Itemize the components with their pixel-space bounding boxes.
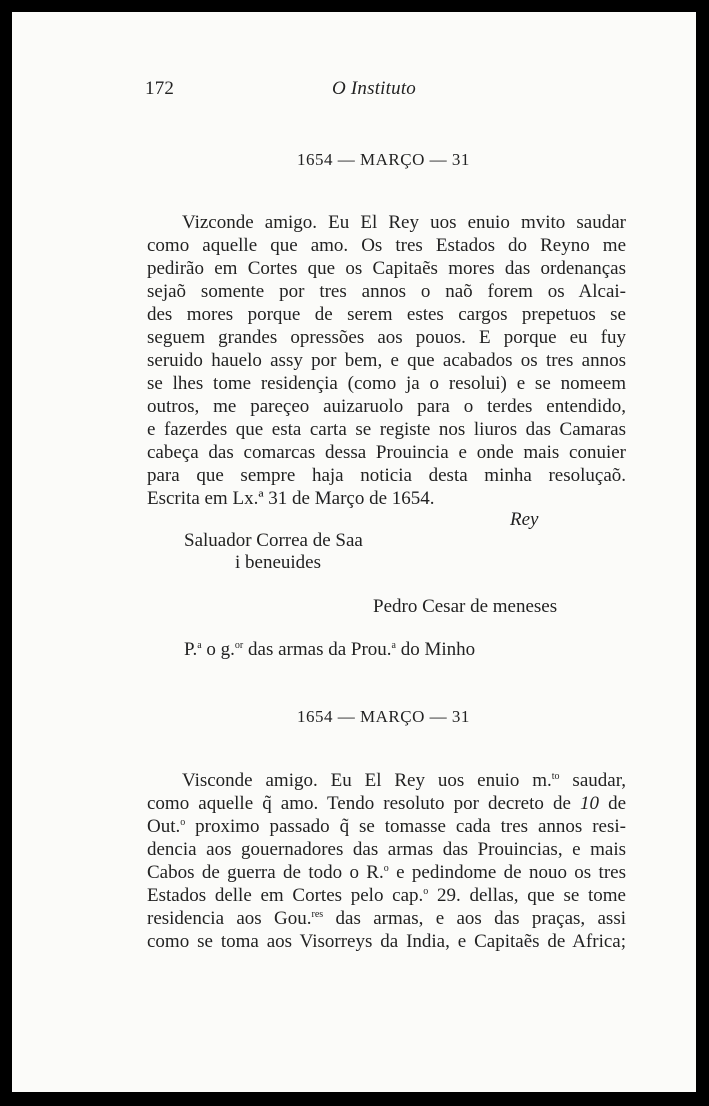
address-sup: or: [234, 640, 244, 651]
text-run: Cabos de guerra de todo o R.: [147, 862, 384, 883]
address-sup: a: [391, 640, 396, 651]
letter1-counter-signature: Pedro Cesar de meneses: [373, 596, 558, 617]
text-run: 29. dellas, que se tome: [428, 885, 626, 906]
running-title: O Instituto: [332, 78, 417, 99]
page-number: 172: [145, 78, 175, 99]
letter1-line: e fazerdes que esta carta se registe nos liuros das Camaras: [147, 419, 626, 440]
text-run: Visconde amigo. Eu El Rey uos enuio m.: [182, 770, 552, 791]
letter1-line: pedirão em Cortes que os Capitaẽs mores das ordenanças: [147, 258, 626, 279]
letter1-secretary-name: Saluador Correa de Saa: [184, 530, 363, 551]
letter2-line: dencia aos gouernadores das armas das Prouincias, e mais: [147, 839, 626, 860]
text-run: Out.: [147, 816, 181, 837]
letter2-line: como se toma aos Visorreys da India, e Capitaẽs de Africa;: [147, 931, 626, 952]
abbrev-sup: res: [311, 909, 324, 920]
letter1-line: cabeça das comarcas dessa Prouincia e onde mais conuier: [147, 442, 626, 463]
text-run: e pedindome de nouo os tres: [388, 862, 626, 883]
letter1-secretary-surname: i beneuides: [235, 552, 322, 573]
address-sup: a: [197, 640, 202, 651]
abbrev-sup: to: [551, 771, 560, 782]
letter1-line: seruido hauelo assy por bem, e que acabados os tres annos: [147, 350, 626, 371]
letter1-line: des mores porque de serem estes cargos prepetuos se: [147, 304, 626, 325]
text-run: Estados delle em Cortes pelo cap.: [147, 885, 424, 906]
letter2-line: [182, 769, 626, 792]
document-page: [12, 12, 696, 1092]
abbrev-sup: o: [423, 886, 429, 897]
address-part: do Minho: [396, 639, 476, 660]
abbrev-sup: o: [383, 863, 389, 874]
text-run: saudar,: [559, 770, 627, 791]
letter2-line: [147, 792, 626, 815]
address-part: o g.: [201, 639, 235, 660]
text-run: proximo passado q̃ se tomasse cada tres annos resi-: [185, 816, 626, 837]
letter2-date: 1654 — MARÇO — 31: [297, 707, 470, 726]
text-run: de: [598, 793, 626, 814]
letter1-line: Escrita em Lx.ª 31 de Março de 1654.: [147, 488, 435, 509]
letter1-address: [184, 639, 475, 661]
letter2-line: [147, 861, 626, 884]
letter2-line: [147, 907, 626, 930]
letter1-line: se lhes tome residençia (como ja o resolui) e se nomeem: [147, 373, 626, 394]
letter2-line: [147, 884, 626, 907]
abbrev-sup: o: [180, 817, 186, 828]
letter1-line: para que sempre haja noticia desta minha resoluçaõ.: [147, 465, 626, 486]
address-part: P.: [184, 639, 198, 660]
text-run: residencia aos Gou.: [147, 908, 312, 929]
letter1-line: outros, me pareçeo auizaruolo para o terdes entendido,: [147, 396, 626, 417]
letter1-line: Vizconde amigo. Eu El Rey uos enuio mvito saudar: [182, 212, 626, 233]
text-run: das armas, e aos das praças, assi: [323, 908, 626, 929]
text-run-italic: 10: [579, 793, 599, 814]
letter1-date: 1654 — MARÇO — 31: [297, 150, 470, 169]
text-run: como aquelle q̃ amo. Tendo resoluto por decreto de: [147, 793, 580, 814]
letter1-line: sejaõ somente por tres annos o naõ forem os Alcai-: [147, 281, 626, 302]
letter2-line: [147, 815, 626, 838]
address-part: das armas da Prou.: [243, 639, 392, 660]
letter1-line: como aquelle que amo. Os tres Estados do Reyno me: [147, 235, 626, 256]
letter1-line: seguem grandes opressões aos pouos. E porque eu fuy: [147, 327, 626, 348]
letter1-signature: Rey: [510, 509, 539, 530]
